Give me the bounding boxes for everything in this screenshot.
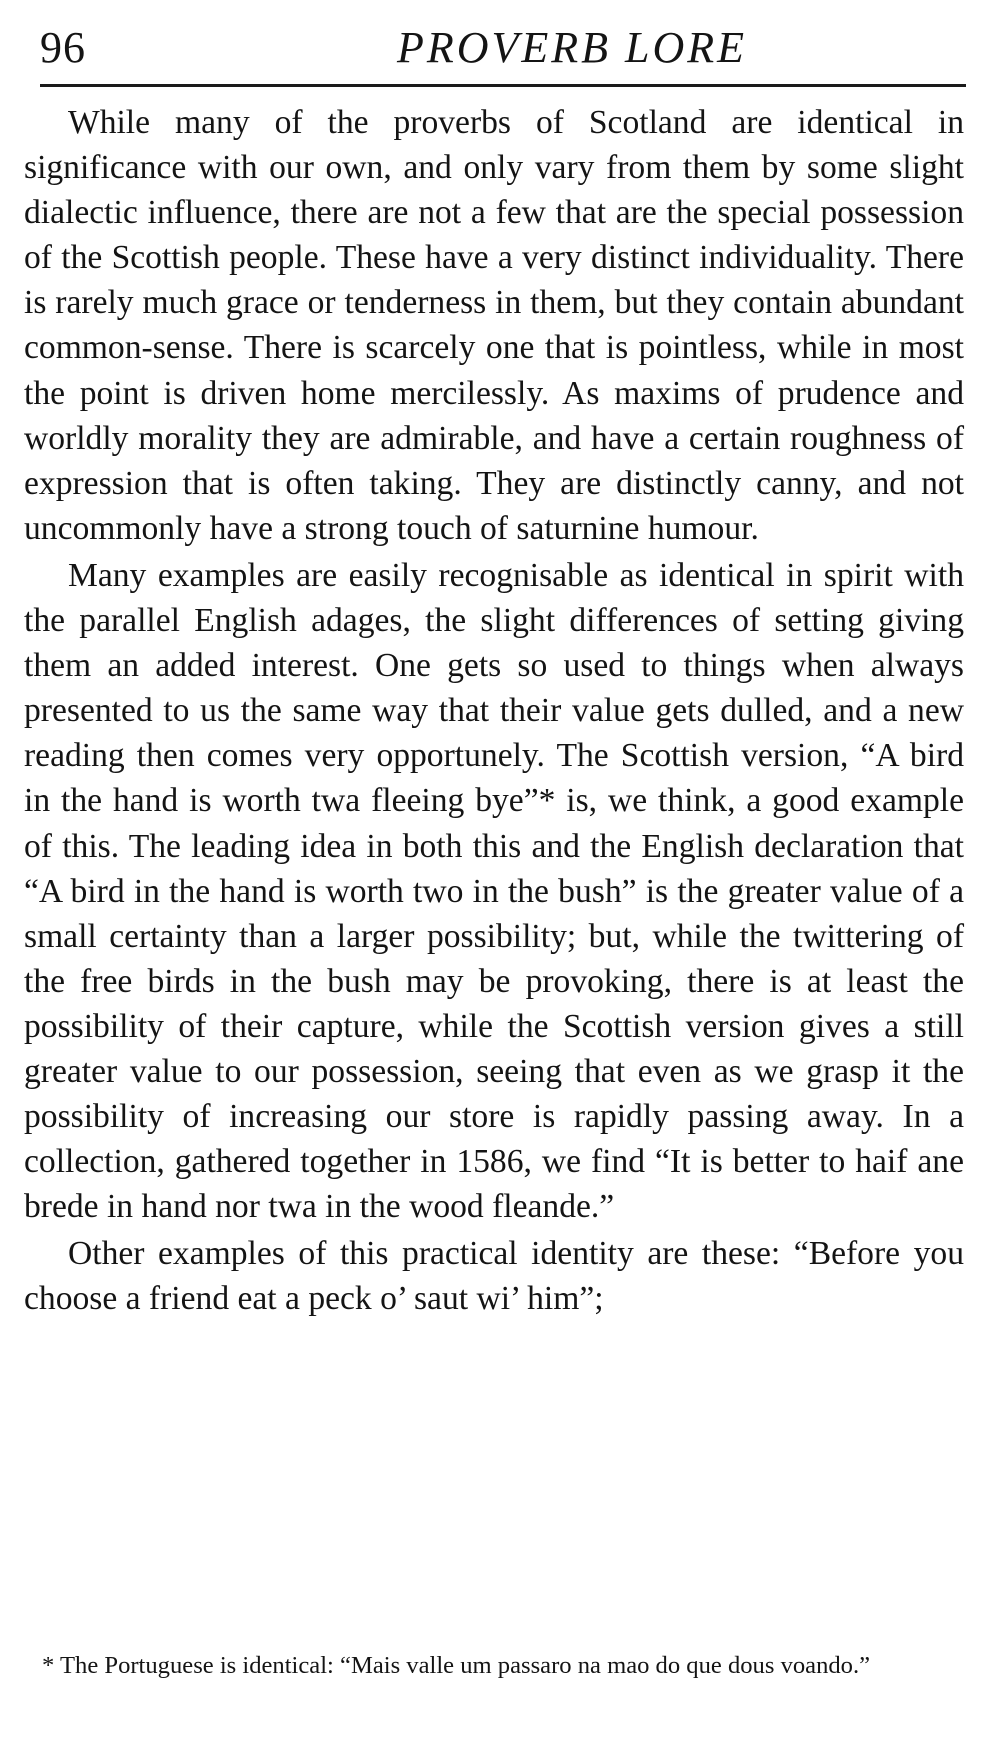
paragraph: Many examples are easily recognisable as identical in spirit with the parallel English adages, the slight differences of setting giving them an added interest. One gets so used to things when always presented to us the same way that their value gets dulled, and a new reading then comes very opportunely. The Scottish version, “A bird in the hand is worth twa fleeing bye”* is, we think, a good example of this. The leading idea in both this and the English declaration that “A bird in the hand is worth two in the bush” is the greater value of a small certainty than a larger possibility; but, while the twittering of the free birds in the bush may be provoking, there is at least the possibility of their capture, while the Scottish version gives a still greater value to our possession, seeing that even as we grasp it the possibility of increasing our store is rapidly passing away. In a collection, gathered together in 1586, we find “It is better to haif ane brede in hand nor twa in the wood fleande.” [24, 556, 964, 1226]
paragraph: While many of the proverbs of Scotland are identical in significance with our own, and only vary from them by some slight dialectic influence, there are not a few that are the special possession of the Scottish people. These have a very distinct individuality. There is rarely much grace or tenderness in them, but they contain abundant common-sense. There is scarcely one that is pointless, while in most the point is driven home mercilessly. As maxims of prudence and worldly morality they are admirable, and have a certain roughness of expression that is often taking. They are distinctly canny, and not uncommonly have a strong touch of saturnine humour. [24, 104, 964, 547]
paragraph: Other examples of this practical identity are these: “Before you choose a friend eat a peck o’ saut wi’ him”; [24, 1235, 964, 1318]
page-header [32, 14, 962, 84]
body-text [24, 100, 964, 1322]
footnote: * The Portuguese is identical: “Mais valle um passaro na mao do que dous voando.” [42, 1652, 871, 1679]
running-title: PROVERB LORE [396, 23, 748, 72]
footnote-area [14, 1648, 964, 1684]
header-rule [40, 84, 966, 87]
page-number: 96 [40, 23, 86, 72]
